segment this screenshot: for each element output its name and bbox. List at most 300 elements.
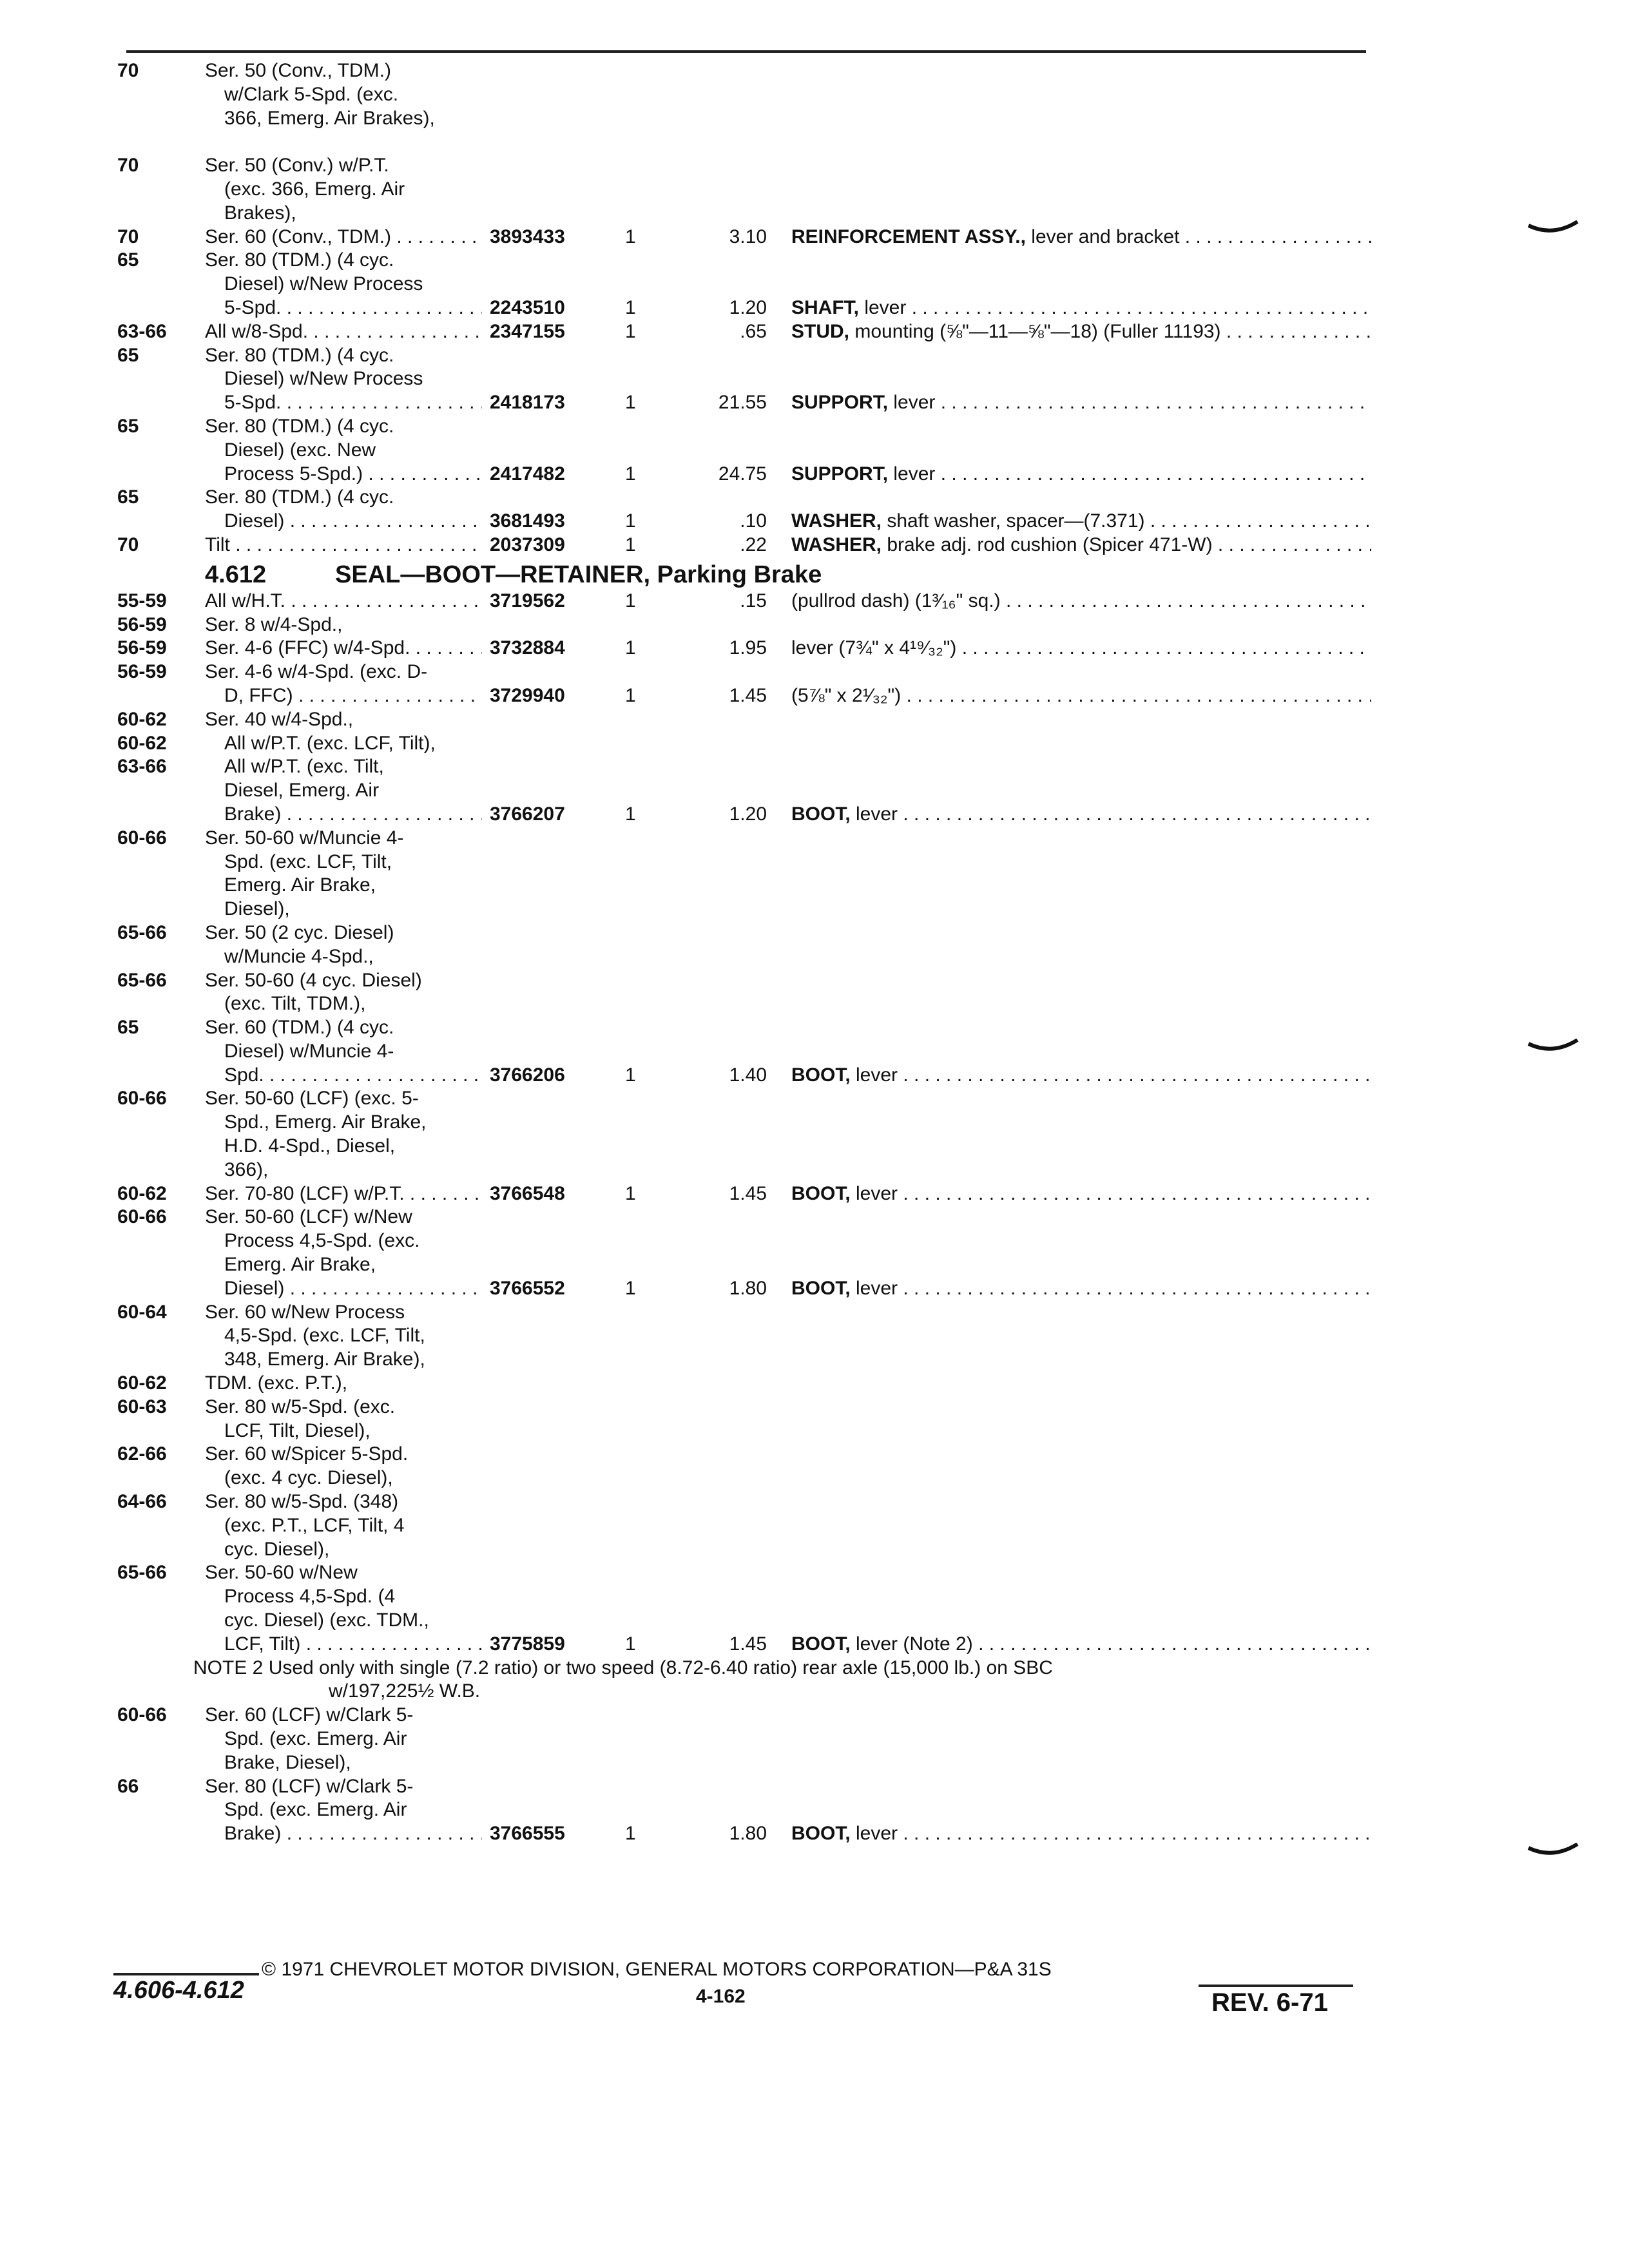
model-year: 65-66 (117, 969, 167, 991)
model-application (205, 1775, 482, 1846)
part-number: 3766206 (490, 1064, 565, 1086)
list-price: 1.95 (729, 637, 767, 659)
model-year: 65 (117, 415, 139, 437)
model-years (117, 660, 195, 684)
part-number: 3729940 (490, 684, 565, 706)
parts-entry (0, 1396, 1629, 1443)
model-years (117, 1182, 195, 1206)
parts-entry (0, 1775, 1629, 1846)
model-year: 56-59 (117, 613, 167, 635)
model-years (117, 637, 195, 660)
model-years (117, 415, 195, 439)
part-name: SHAFT, (791, 296, 859, 318)
model-line: Spd., Emerg. Air Brake, (224, 1111, 427, 1133)
model-line: Ser. 60 w/Spicer 5-Spd. (205, 1443, 409, 1465)
model-line: Diesel) . . . (205, 1277, 482, 1301)
model-year: 55-59 (117, 590, 167, 611)
model-line: Brakes), (224, 202, 296, 224)
quantity: 1 (625, 533, 636, 555)
model-year: 60-66 (117, 1088, 167, 1110)
model-line: Ser. 50-60 (LCF) (exc. 5- (205, 1088, 419, 1110)
model-line: Ser. 80 (TDM.) (4 cyc. (205, 249, 394, 271)
part-name: REINFORCEMENT ASSY., (791, 226, 1026, 247)
parts-entry (0, 154, 1629, 225)
part-number: 3766207 (490, 803, 565, 825)
part-description (791, 226, 1371, 249)
model-line: Spd. (exc. Emerg. Air (224, 1728, 407, 1749)
footnote-line: w/197,225½ W.B. (329, 1680, 481, 1702)
list-price: 1.80 (729, 1823, 767, 1845)
model-year: 60-63 (117, 1396, 167, 1418)
model-year: 60-62 (117, 708, 167, 730)
model-line: Process 5-Spd.) . . . (205, 463, 482, 486)
parts-entry (0, 1490, 1629, 1561)
parts-entry (0, 1443, 1629, 1490)
model-year: 70 (117, 226, 139, 247)
part-description (791, 590, 1371, 613)
part-detail: lever . . . (888, 463, 1371, 485)
model-application (205, 1372, 482, 1396)
model-application (205, 59, 482, 130)
part-number: 2418173 (490, 392, 565, 414)
quantity: 1 (625, 463, 636, 485)
model-year: 70 (117, 155, 139, 177)
model-application (205, 154, 482, 225)
model-line: Ser. 70-80 (LCF) w/P.T. . . . (205, 1182, 482, 1206)
parts-entry (0, 1016, 1629, 1087)
model-years (117, 1301, 195, 1325)
list-price: 3.10 (729, 226, 767, 247)
model-application (205, 533, 482, 557)
model-years (117, 486, 195, 510)
parts-entry (0, 533, 1629, 557)
model-line: Process 4,5-Spd. (4 (224, 1586, 396, 1608)
part-name: SUPPORT, (791, 392, 889, 414)
model-year: 66 (117, 1775, 139, 1797)
model-application (205, 969, 482, 1017)
model-application (205, 1704, 482, 1774)
footer-section-range: 4.606-4.612 (113, 1977, 244, 2004)
model-application (205, 415, 482, 486)
part-detail: lever (Note 2) . . . (851, 1633, 1371, 1655)
model-application (205, 827, 482, 921)
model-line: Ser. 4-6 w/4-Spd. (exc. D- (205, 661, 428, 683)
model-line: Ser. 50 (Conv., TDM.) (205, 60, 391, 81)
model-years (117, 1396, 195, 1419)
list-price: .10 (740, 510, 767, 532)
list-price: 1.20 (729, 803, 767, 825)
model-line: Ser. 60 (LCF) w/Clark 5- (205, 1704, 414, 1726)
footer-rule (1199, 1984, 1353, 1987)
part-name: BOOT, (791, 1633, 851, 1655)
model-line: LCF, Tilt, Diesel), (224, 1419, 371, 1441)
model-line: 348, Emerg. Air Brake), (224, 1349, 425, 1370)
parts-entry (0, 249, 1629, 320)
model-line: Ser. 50-60 (LCF) w/New (205, 1206, 412, 1228)
model-year: 65 (117, 486, 139, 508)
binding-tick-mark (1527, 1039, 1579, 1055)
list-price: 1.80 (729, 1277, 767, 1299)
model-line: Ser. 4-6 (FFC) w/4-Spd. . . . (205, 637, 482, 660)
part-name: BOOT, (791, 1182, 851, 1204)
model-line: Diesel) (exc. New (224, 439, 376, 461)
model-year: 62-66 (117, 1443, 167, 1465)
model-year: 65 (117, 344, 139, 366)
model-application (205, 1490, 482, 1561)
part-name: SUPPORT, (791, 463, 889, 485)
model-application (205, 1301, 482, 1372)
model-line: H.D. 4-Spd., Diesel, (224, 1135, 396, 1157)
model-line: Ser. 8 w/4-Spd., (205, 613, 343, 635)
model-line: Ser. 80 w/5-Spd. (348) (205, 1491, 399, 1513)
model-line: TDM. (exc. P.T.), (205, 1372, 348, 1394)
part-name: WASHER, (791, 510, 882, 532)
part-description (791, 803, 1371, 827)
quantity: 1 (625, 1277, 636, 1299)
part-number: 3766548 (490, 1182, 565, 1204)
model-application (205, 921, 482, 969)
parts-entry (0, 1561, 1629, 1656)
model-application (205, 486, 482, 533)
model-line: Ser. 80 (LCF) w/Clark 5- (205, 1775, 414, 1797)
model-line: Ser. 60 (TDM.) (4 cyc. (205, 1017, 394, 1039)
parts-entry (0, 486, 1629, 533)
model-line: Ser. 80 (TDM.) (4 cyc. (205, 415, 394, 437)
part-description (791, 1822, 1371, 1846)
model-application (205, 637, 482, 660)
list-price: 1.20 (729, 296, 767, 318)
part-name: BOOT, (791, 1823, 851, 1845)
part-number: 3681493 (490, 510, 565, 532)
part-description (791, 1633, 1371, 1657)
part-number: 2037309 (490, 533, 565, 555)
model-line: LCF, Tilt) . . . (205, 1633, 482, 1657)
parts-list (0, 59, 1629, 1846)
model-years (117, 226, 195, 249)
part-number: 3766555 (490, 1823, 565, 1845)
part-detail: lever . . . (851, 1064, 1371, 1086)
model-application (205, 249, 482, 320)
model-years (117, 1490, 195, 1514)
model-line: 4,5-Spd. (exc. LCF, Tilt, (224, 1325, 425, 1347)
quantity: 1 (625, 590, 636, 611)
model-line: (exc. 4 cyc. Diesel), (224, 1467, 393, 1489)
parts-entry (0, 59, 1629, 130)
model-years (117, 590, 195, 613)
part-description (791, 1064, 1371, 1088)
part-detail: (5⅞" x 2¹⁄₃₂") . . . (791, 685, 1371, 706)
model-line: D, FFC) . . . (205, 684, 482, 708)
model-line: Brake) . . . (205, 1822, 482, 1846)
list-price: 1.45 (729, 1633, 767, 1655)
model-line: Ser. 40 w/4-Spd., (205, 708, 354, 730)
part-name: BOOT, (791, 1277, 851, 1299)
model-year: 65 (117, 249, 139, 271)
model-line: 5-Spd. . . . (205, 391, 482, 415)
section-title: SEAL—BOOT—RETAINER, Parking Brake (335, 561, 822, 588)
model-year: 56-59 (117, 661, 167, 683)
model-application (205, 344, 482, 415)
parts-entry (0, 1087, 1629, 1182)
model-years (117, 533, 195, 557)
model-line: Brake) . . . (205, 803, 482, 827)
model-line: Emerg. Air Brake, (224, 1254, 376, 1276)
model-application (205, 1443, 482, 1490)
part-detail: lever . . . (888, 392, 1371, 413)
parts-entry (0, 1206, 1629, 1300)
model-years (117, 969, 195, 993)
part-description (791, 1277, 1371, 1301)
model-year: 60-62 (117, 732, 167, 754)
model-application (205, 1396, 482, 1443)
model-years (117, 249, 195, 273)
part-number: 2417482 (490, 463, 565, 485)
part-number: 3719562 (490, 590, 565, 611)
model-line: All w/H.T. . . . (205, 590, 482, 613)
part-detail: lever and bracket . . . (1026, 226, 1371, 247)
model-line: Ser. 50-60 w/Muncie 4- (205, 827, 404, 849)
part-name: BOOT, (791, 803, 851, 825)
model-years (117, 921, 195, 945)
model-years (117, 154, 195, 178)
footnote-line: NOTE 2 Used only with single (7.2 ratio) or two speed (8.72-6.40 ratio) rear axle (15,000 lb.) on SBC (193, 1657, 1053, 1678)
top-rule (126, 50, 1366, 53)
footer-rule (113, 1973, 259, 1975)
part-description (791, 637, 1371, 660)
list-price: 24.75 (718, 463, 767, 485)
model-line: Diesel), (224, 898, 290, 920)
quantity: 1 (625, 1633, 636, 1655)
part-description (791, 320, 1371, 344)
part-name: STUD, (791, 320, 849, 342)
list-price: 21.55 (718, 392, 767, 414)
model-line: Emerg. Air Brake, (224, 874, 376, 896)
binding-tick-mark (1527, 220, 1579, 237)
model-line: Ser. 50-60 (4 cyc. Diesel) (205, 969, 422, 991)
model-application (205, 590, 482, 613)
parts-entry (0, 344, 1629, 415)
model-line: Brake, Diesel), (224, 1751, 351, 1773)
parts-entry (0, 708, 1629, 827)
section-number: 4.612 (205, 561, 267, 588)
part-number: 3732884 (490, 637, 565, 659)
quantity: 1 (625, 803, 636, 825)
model-line: Diesel) w/Muncie 4- (224, 1040, 394, 1062)
footnote (0, 1657, 1629, 1704)
model-application (205, 1182, 482, 1206)
part-detail: brake adj. rod cushion (Spicer 471-W) . . . (882, 534, 1371, 555)
part-description (791, 533, 1371, 557)
parts-entry (0, 226, 1629, 249)
model-line: Diesel) . . . (205, 510, 482, 533)
model-application (205, 130, 482, 154)
part-detail: lever . . . (851, 1278, 1371, 1299)
model-line: All w/8-Spd. . . . (205, 320, 482, 344)
model-year: 65 (117, 1017, 139, 1039)
model-line: 366, Emerg. Air Brakes), (224, 107, 435, 129)
quantity: 1 (625, 684, 636, 706)
part-detail: (pullrod dash) (1³⁄₁₆" sq.) . . . (791, 590, 1371, 611)
model-year: 70 (117, 60, 139, 81)
model-line: w/Clark 5-Spd. (exc. (224, 83, 399, 105)
model-year: 60-66 (117, 1704, 167, 1726)
model-line: Spd. (exc. LCF, Tilt, (224, 850, 392, 872)
part-number: 2347155 (490, 320, 565, 342)
model-line: (exc. Tilt, TDM.), (224, 993, 366, 1015)
model-years (117, 613, 195, 637)
model-line: Process 4,5-Spd. (exc. (224, 1230, 420, 1252)
model-line: Ser. 60 (Conv., TDM.) . . . (205, 226, 482, 249)
model-line: Spd. . . . (205, 1064, 482, 1088)
model-line: w/Muncie 4-Spd., (224, 945, 374, 967)
model-year: 56-59 (117, 637, 167, 659)
model-line (205, 130, 482, 154)
model-line: 366), (224, 1158, 269, 1180)
part-description (791, 1182, 1371, 1206)
footer-revision: REV. 6-71 (1211, 1988, 1328, 2017)
model-application (205, 613, 482, 637)
model-year: 63-66 (117, 320, 167, 342)
part-detail: lever . . . (859, 297, 1371, 318)
parts-entry (0, 660, 1629, 708)
parts-entry (0, 969, 1629, 1017)
model-application (205, 1561, 482, 1656)
part-description (791, 510, 1371, 533)
quantity: 1 (625, 320, 636, 342)
model-line: cyc. Diesel) (exc. TDM., (224, 1610, 429, 1631)
quantity: 1 (625, 510, 636, 532)
model-years (117, 1561, 195, 1585)
list-price: .65 (740, 320, 767, 342)
part-description (791, 463, 1371, 486)
model-years (117, 59, 195, 83)
part-description (791, 684, 1371, 708)
parts-entry (0, 637, 1629, 660)
model-years (117, 1087, 195, 1111)
model-years (117, 1206, 195, 1229)
model-line: Ser. 50 (2 cyc. Diesel) (205, 921, 394, 943)
part-detail: lever (7¾" x 4¹⁹⁄₃₂") . . . (791, 637, 1371, 658)
model-year: 65-66 (117, 1562, 167, 1584)
model-line: Ser. 50 (Conv.) w/P.T. (205, 155, 389, 177)
model-line: Diesel, Emerg. Air (224, 780, 380, 802)
list-price: .15 (740, 590, 767, 611)
model-line: All w/P.T. (exc. LCF, Tilt), (224, 732, 436, 754)
part-detail: mounting (⅝"—11—⅝"—18) (Fuller 11193) . . . (849, 321, 1371, 342)
footer-page-number: 4-162 (696, 1986, 746, 2007)
model-line: Diesel) w/New Process (224, 273, 423, 295)
model-application (205, 226, 482, 249)
model-year: 63-66 (117, 756, 167, 778)
quantity: 1 (625, 1182, 636, 1204)
model-year: 70 (117, 533, 139, 555)
quantity: 1 (625, 296, 636, 318)
model-years (117, 827, 195, 850)
part-number: 3775859 (490, 1633, 565, 1655)
part-detail: lever . . . (851, 1823, 1371, 1844)
quantity: 1 (625, 1823, 636, 1845)
part-name: BOOT, (791, 1064, 851, 1086)
list-price: .22 (740, 533, 767, 555)
model-line: Diesel) w/New Process (224, 368, 423, 390)
model-application (205, 1087, 482, 1182)
binding-tick-mark (1527, 1843, 1579, 1860)
model-line: Tilt . . . (205, 533, 482, 557)
model-line: All w/P.T. (exc. Tilt, (224, 756, 384, 778)
model-years (117, 708, 195, 779)
section-heading (0, 557, 1629, 590)
part-detail: lever . . . (851, 1183, 1371, 1204)
list-price: 1.45 (729, 1182, 767, 1204)
model-application (205, 1206, 482, 1300)
model-years (117, 1016, 195, 1040)
model-years (117, 1372, 195, 1396)
parts-entry (0, 590, 1629, 613)
quantity: 1 (625, 1064, 636, 1086)
model-year: 60-64 (117, 1301, 167, 1323)
parts-entry (0, 613, 1629, 637)
model-year: 60-66 (117, 1206, 167, 1228)
model-line: cyc. Diesel), (224, 1538, 330, 1560)
list-price: 1.40 (729, 1064, 767, 1086)
model-year: 60-62 (117, 1182, 167, 1204)
parts-entry (0, 320, 1629, 344)
model-application (205, 708, 482, 827)
part-number: 2243510 (490, 296, 565, 318)
model-line: (exc. P.T., LCF, Tilt, 4 (224, 1514, 405, 1536)
parts-entry (0, 130, 1629, 154)
model-line: 5-Spd. . . . (205, 296, 482, 320)
model-application (205, 320, 482, 344)
footer-copyright: © 1971 CHEVROLET MOTOR DIVISION, GENERAL MOTORS CORPORATION—P&A 31S (262, 1959, 1052, 1980)
part-description (791, 296, 1371, 320)
part-number: 3893433 (490, 226, 565, 247)
model-years (117, 344, 195, 368)
part-name: WASHER, (791, 533, 882, 555)
part-number: 3766552 (490, 1277, 565, 1299)
model-year: 64-66 (117, 1491, 167, 1513)
model-line: Ser. 80 (TDM.) (4 cyc. (205, 486, 394, 508)
part-detail: shaft washer, spacer—(7.371) . . . (882, 510, 1371, 532)
list-price: 1.45 (729, 684, 767, 706)
parts-entry (0, 415, 1629, 486)
parts-entry (0, 1182, 1629, 1206)
model-years (117, 1443, 195, 1466)
model-line: (exc. 366, Emerg. Air (224, 178, 405, 200)
model-year: 60-66 (117, 827, 167, 849)
parts-entry (0, 1704, 1629, 1774)
parts-entry (0, 827, 1629, 921)
model-years (117, 320, 195, 344)
quantity: 1 (625, 392, 636, 414)
part-detail: lever . . . (851, 803, 1371, 825)
model-year: 60-62 (117, 1372, 167, 1394)
model-years (117, 1704, 195, 1727)
model-application (205, 1016, 482, 1087)
quantity: 1 (625, 637, 636, 659)
model-line: Ser. 60 w/New Process (205, 1301, 405, 1323)
part-description (791, 391, 1371, 415)
parts-entry (0, 1301, 1629, 1372)
model-years (117, 1775, 195, 1799)
model-line: Ser. 80 (TDM.) (4 cyc. (205, 344, 394, 366)
parts-entry (0, 1372, 1629, 1396)
model-line: Ser. 50-60 w/New (205, 1562, 358, 1584)
parts-entry (0, 921, 1629, 969)
quantity: 1 (625, 226, 636, 247)
model-year: 65-66 (117, 921, 167, 943)
model-application (205, 660, 482, 708)
